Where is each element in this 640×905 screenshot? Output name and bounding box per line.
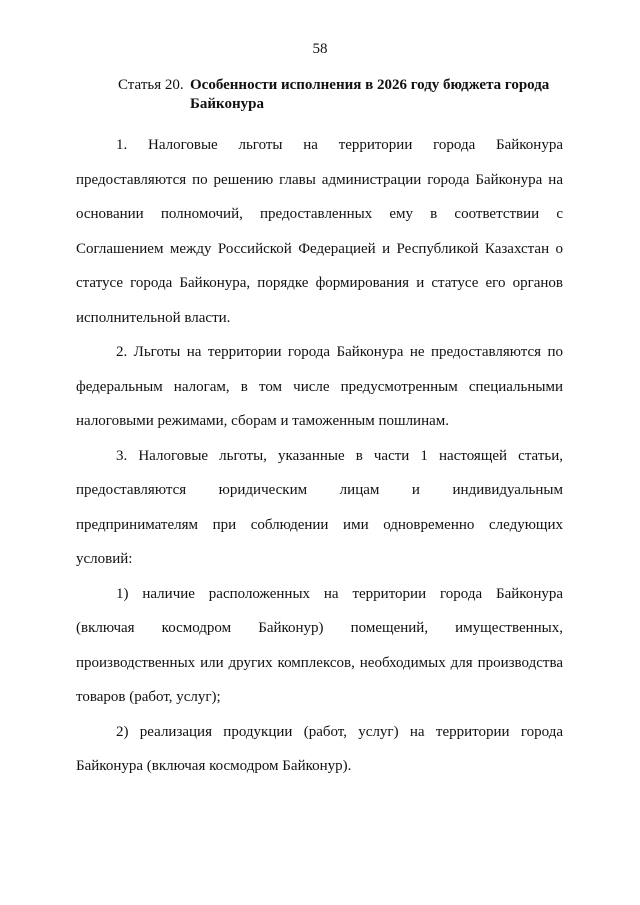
article-title: Особенности исполнения в 2026 году бюджета города Байконура [190,77,550,112]
page-number: 58 [312,41,328,57]
article-body [76,128,563,784]
paragraph-2: 2. Льготы на территории города Байконура не предоставляются по федеральным налогам, в том числе предусмотренным специальными налоговыми режимами, сборам и таможенным пошлинам. [76,344,563,429]
list-item-2: 2) реализация продукции (работ, услуг) на территории города Байконура (включая космодром Байконур). [76,723,563,774]
list-item-1: 1) наличие расположенных на территории города Байконура (включая космодром Байконур) помещений, имущественных, производственных или других комплексов, необходимых для производства товаров (работ, услуг); [76,585,563,705]
paragraph-3: 3. Налоговые льготы, указанные в части 1 настоящей статьи, предоставляются юридическим лицам и индивидуальным предпринимателям при соблюдении ими одновременно следующих условий: [76,447,563,567]
paragraph-1: 1. Налоговые льготы на территории города Байконура предоставляются по решению главы администрации города Байконура на основании полномочий, предоставленных ему в соответствии с Соглашением между Российской Федерацией и Республикой Казахстан о статусе города Байконура, порядке формирования и статусе его органов исполнительной власти. [76,137,563,326]
article-label: Статья 20. [118,77,184,93]
